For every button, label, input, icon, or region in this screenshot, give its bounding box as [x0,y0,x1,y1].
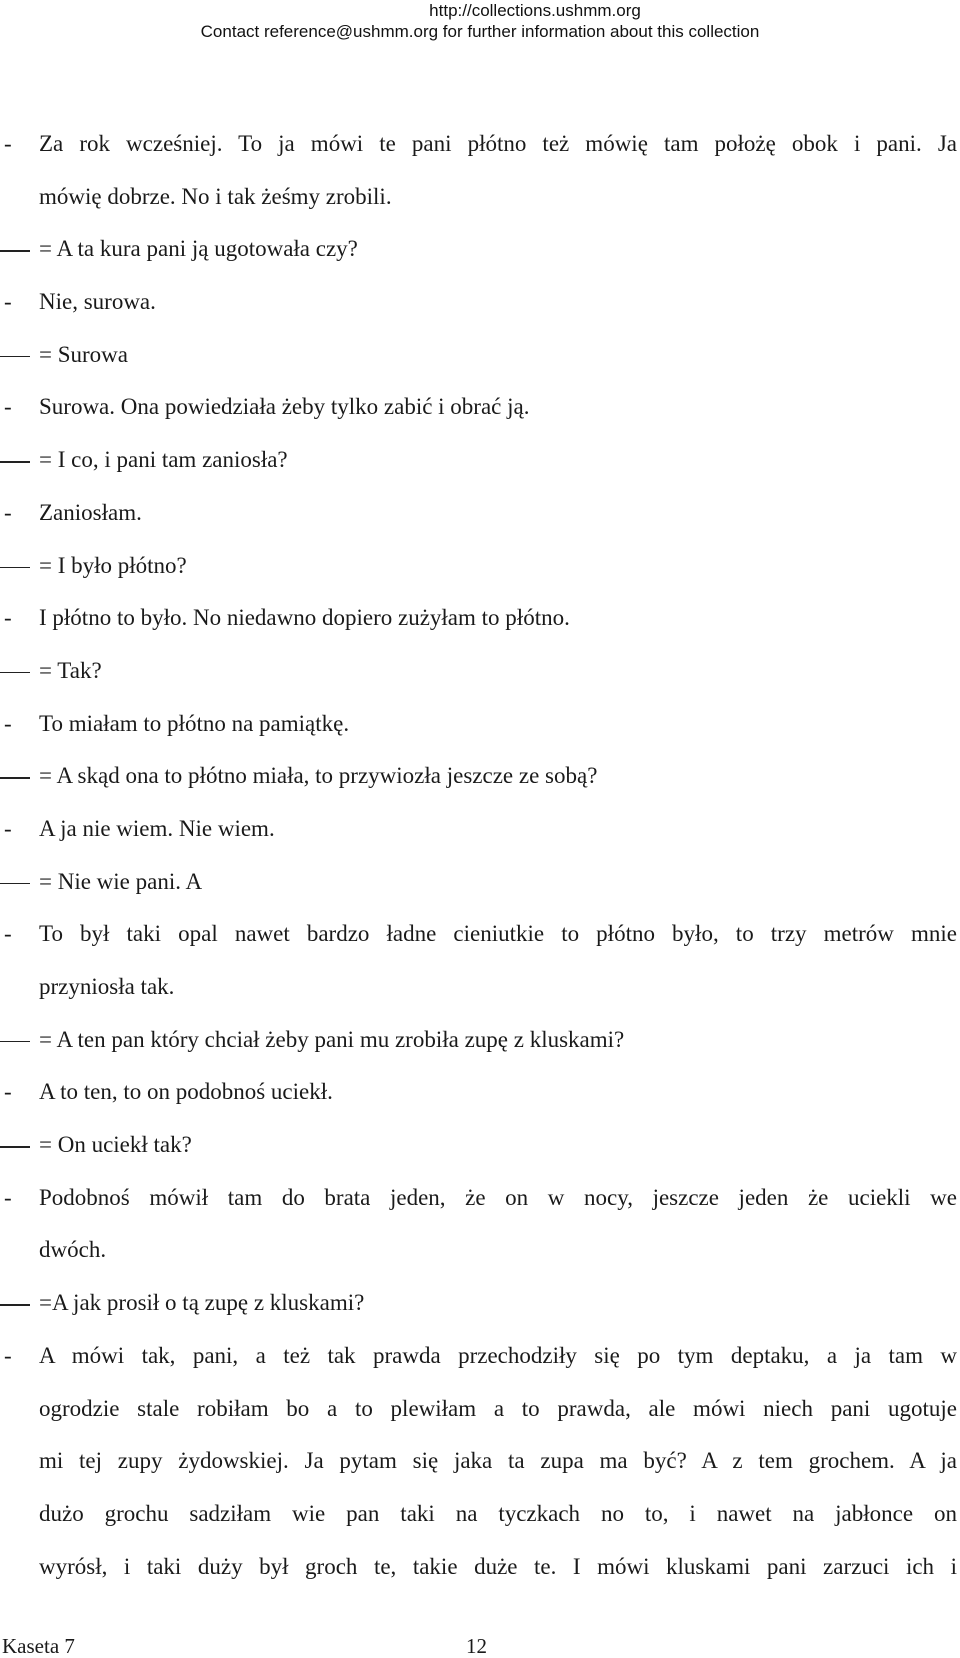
transcript-line [0,1119,960,1172]
speaker-dash-marker: - [4,1342,12,1368]
speaker-dash-marker: - [4,289,12,315]
transcript-line [0,961,960,1014]
transcript-line [0,1277,960,1330]
line-text: I płótno to było. No niedawno dopiero zużyłam to płótno. [39,605,570,631]
transcript-line [0,1383,960,1436]
tape-label: Kaseta 7 [2,1634,75,1658]
collection-url: http://collections.ushmm.org [429,1,641,20]
line-text: =A jak prosił o tą zupę z kluskami? [39,1290,365,1316]
speaker-dash-marker: - [4,710,12,736]
line-text: A ja nie wiem. Nie wiem. [39,815,275,841]
page-number: 12 [466,1634,487,1658]
speaker-dash-marker: - [4,499,12,525]
speaker-dash-marker: - [4,394,12,420]
line-text: dużo grochu sadziłam wie pan taki na tyczkach no to, i nawet na jabłonce on [39,1500,957,1526]
transcript-line [0,487,960,540]
line-text: mówię dobrze. No i tak żeśmy zrobili. [39,183,392,209]
transcript-line [0,645,960,698]
speaker-dash-marker: - [4,605,12,631]
line-text: To był taki opal nawet bardzo ładne cieniutkie to płótno było, to trzy metrów mnie [39,921,957,947]
transcript-line [0,1014,960,1067]
line-text: Za rok wcześniej. To ja mówi te pani płótno też mówię tam położę obok i pani. Ja [39,131,957,156]
line-text: = A ten pan który chciał żeby pani mu zrobiła zupę z kluskami? [39,1026,625,1052]
speaker-dash-marker: - [4,1079,12,1105]
transcript-line [0,540,960,593]
line-text: ogrodzie stale robiłam bo a to plewiłam a to prawda, ale mówi niech pani ugotuje [39,1395,957,1421]
speaker-dash-marker: - [4,131,12,156]
transcript-line [0,803,960,856]
line-text: Surowa. Ona powiedziała żeby tylko zabić i obrać ją. [39,394,530,420]
transcript-line [0,223,960,276]
line-text: = Tak? [39,657,102,683]
transcript-line [0,381,960,434]
transcript-line [0,1330,960,1383]
transcript-line [0,1541,960,1594]
line-text: To miałam to płótno na pamiątkę. [39,710,350,736]
transcript-line [0,592,960,645]
transcript-body [0,118,960,1593]
speaker-dash-marker: - [4,1184,12,1210]
transcript-line [0,698,960,751]
line-text: = On uciekł tak? [39,1132,192,1158]
transcript-line [0,1488,960,1541]
line-text: = A skąd ona to płótno miała, to przywiozła jeszcze ze sobą? [39,763,598,789]
transcript-line [0,329,960,382]
line-text: = Nie wie pani. A [39,868,203,894]
transcript-line [0,908,960,961]
line-text: = I było płótno? [39,552,187,578]
transcript-line [0,1172,960,1225]
line-text: przyniosła tak. [39,974,175,999]
transcript-line [0,276,960,329]
line-text: = Surowa [39,341,128,367]
transcript-line [0,750,960,803]
line-text: A mówi tak, pani, a też tak prawda przechodziły się po tym deptaku, a ja tam w [39,1342,957,1368]
line-text: Nie, surowa. [39,289,156,315]
transcript-line [0,856,960,909]
transcript-line [0,1224,960,1277]
line-text: dwóch. [39,1237,107,1263]
line-text: mi tej zupy żydowskiej. Ja pytam się jaka ta zupa ma być? A z tem grochem. A ja [39,1448,957,1474]
speaker-dash-marker: - [4,815,12,841]
page-header [0,0,960,42]
transcript-line [0,1066,960,1119]
transcript-line [0,1435,960,1488]
line-text: = A ta kura pani ją ugotowała czy? [39,236,358,262]
transcript-line [0,118,960,171]
line-text: A to ten, to on podobnoś uciekł. [39,1079,333,1105]
speaker-dash-marker: - [4,921,12,947]
line-text: = I co, i pani tam zaniosła? [39,447,288,473]
contact-notice: Contact reference@ushmm.org for further information about this collection [200,22,760,41]
line-text: wyrósł, i taki duży był groch te, takie duże te. I mówi kluskami pani zarzuci ich i [39,1553,957,1579]
transcript-line [0,171,960,224]
line-text: Podobnoś mówił tam do brata jeden, że on w nocy, jeszcze jeden że uciekli we [39,1184,957,1210]
transcript-line [0,434,960,487]
line-text: Zaniosłam. [39,499,142,525]
